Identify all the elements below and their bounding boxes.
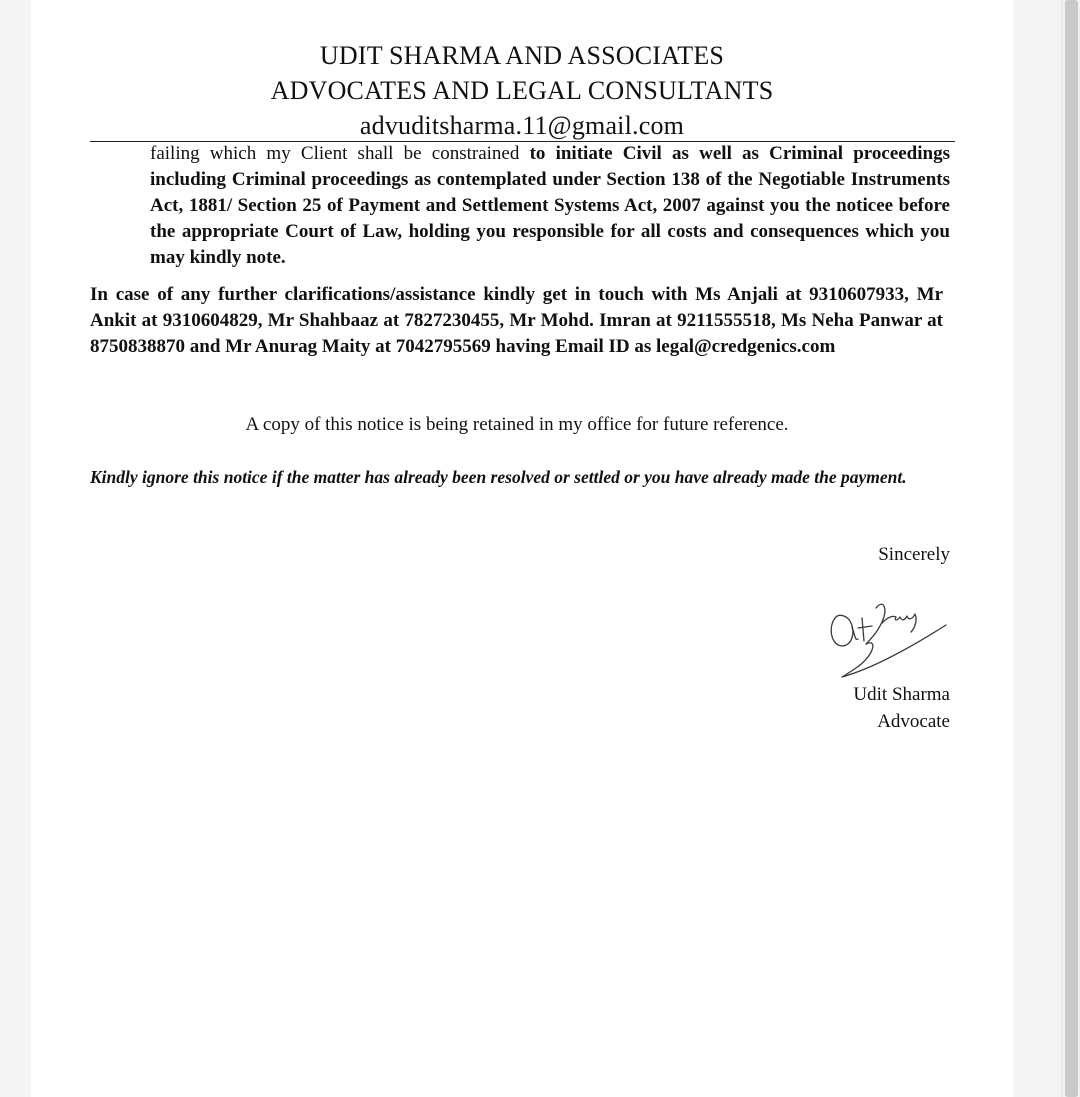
notice-paragraph-consequences (150, 141, 950, 271)
vertical-scrollbar[interactable] (1061, 0, 1080, 1097)
salutation: Sincerely (878, 544, 950, 565)
firm-tagline: ADVOCATES AND LEGAL CONSULTANTS (270, 76, 774, 105)
paragraph-bold-text: to initiate Civil as well as Criminal proceedings including Criminal proceedings as contemplated under Section 138 of the Negotiable Instruments Act, 1881/ Section 25 of Payment and Settlement Systems Act, 2007 against you the noticee before the appropriate Court of Law, holding you responsible for all costs and consequences which you may kindly note. (150, 143, 950, 268)
signer-name: Udit Sharma (853, 684, 950, 705)
ignore-notice-line: Kindly ignore this notice if the matter has already been resolved or settled or you have already made the payment. (90, 467, 907, 487)
signer-title: Advocate (877, 711, 950, 732)
signature-image (822, 590, 957, 682)
letterhead (31, 38, 1013, 143)
copy-retained-line: A copy of this notice is being retained in my office for future reference. (245, 414, 789, 435)
scrollbar-thumb[interactable] (1065, 0, 1078, 1097)
firm-name: UDIT SHARMA AND ASSOCIATES (319, 41, 725, 70)
signer-block (853, 681, 950, 735)
paragraph-normal-text: failing which my Client shall be constrained (150, 143, 530, 164)
firm-email: advuditsharma.11@gmail.com (359, 111, 685, 140)
notice-paragraph-contacts: In case of any further clarifications/assistance kindly get in touch with Ms Anjali at 9310607933, Mr Ankit at 9310604829, Mr Shahbaaz at 7827230455, Mr Mohd. Imran at 9211555518, Ms Neha Panwar at 8750838870 and Mr Anurag Maity at 7042795569 having Email ID as legal@credgenics.com (90, 284, 943, 357)
